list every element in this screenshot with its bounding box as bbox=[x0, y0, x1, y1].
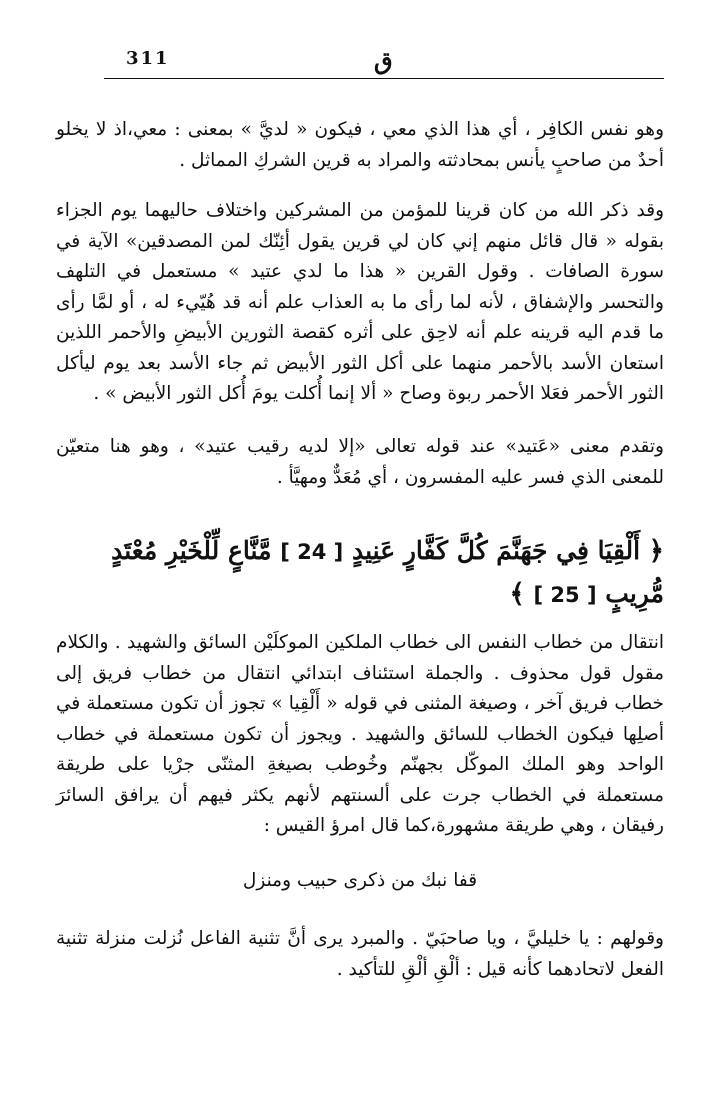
paragraph-text: وقد ذكر الله من كان قرينا للمؤمن من المشركين واختلاف حاليهما يوم الجزاء بقوله « قال قائل منهم إني كان لي قرين يقول أئِنّك لمن المصدقين» الآية في سورة الصافات . وقول القرين « هذا ما لدي عتيد » مستعمل في التلهف والتحسر والإشفاق ، لأنه لما رأى ما به العذاب علم أنه قد هُيّيء له ، أو لمَّا رأى ما قدم اليه قرينه علم أنه لاحِق على أثره كقصة الثورين الأبيضِ والأحمر اللذين استعان الأسد بالأحمر منهما على أكل الثور الأبيض ثم جاء الأسد بعد يوم ليأكل الثور الأحمر فعَلا الأحمر ربوة وصاح « ألا إنما أُكلت يومَ أُكل الثور الأبيض » . bbox=[56, 200, 664, 404]
paragraph-4 bbox=[56, 628, 664, 842]
page-header bbox=[104, 40, 664, 78]
verse-number-25: [ 25 ] bbox=[533, 583, 597, 607]
verse-number-24: [ 24 ] bbox=[280, 540, 344, 564]
page-number: 311 bbox=[126, 48, 170, 69]
paragraph-text: وهو نفس الكافِر ، أي هذا الذي معي ، فيكون « لديَّ » بمعنى : معي،اذ لا يخلو أحدٌ من صاحبٍ يأنس بمحادثته والمراد به قرين الشركِ المماثل . bbox=[56, 119, 664, 171]
verse-text-25: مَّنَّاعٍ لِّلْخَيْرِ مُعْتَدٍ مُّرِيبٍ bbox=[111, 536, 664, 608]
verse-open-bracket: ﴿ bbox=[648, 536, 664, 566]
paragraph-text: وقولهم : يا خليليَّ ، ويا صاحبَيّ . والمبرد يرى أنَّ تثنية الفاعل نُزلت منزلة تثنية الفعل لاتحادهما كأنه قيل : ألْقِ ألْقِ للتأكيد . bbox=[56, 928, 664, 980]
verse-close-bracket: ﴾ bbox=[509, 579, 525, 609]
poem-line: قفا نبك من ذكرى حبيب ومنزل bbox=[242, 870, 478, 891]
paragraph-text: انتقال من خطاب النفس الى خطاب الملكين الموكلَيْن السائق والشهيد . والكلام مقول قول محذوف . والجملة استئناف ابتدائي انتقال من خطاب فريق إلى خطاب فريق آخر ، وصيغة المثنى في قوله « أَلْقِيا » تجوز أن تكون مستعملة في أصلِها فيكون الخطاب للسائق والشهيد . ويجوز أن تكون مستعملة في خطاب الواحد وهو الملك الموكّل بجهنّم وخُوطب بصيغةِ المثنّى جرْيا على طريقة مستعملة في الخطاب جرت على ألسنتهم لأنهم يكثر فيهم أن يرافق السائرَ رفيقان ، وهي طريقة مشهورة،كما قال امرؤ القيس : bbox=[56, 632, 664, 836]
paragraph-5 bbox=[56, 924, 664, 985]
paragraph-text: وتقدم معنى «عَتيد» عند قوله تعالى «إلا لديه رقيب عتيد» ، وهو هنا متعيّن للمعنى الذي فسر عليه المفسرون ، أي مُعَدٌّ ومهيَّأ . bbox=[56, 436, 664, 488]
quran-verse bbox=[56, 530, 664, 616]
paragraph-3 bbox=[56, 432, 664, 493]
surah-name: ق bbox=[374, 46, 393, 75]
header-divider bbox=[104, 78, 664, 79]
verse-text-24: أَلْقِيَا فِي جَهَنَّمَ كُلَّ كَفَّارٍ عَنِيدٍ bbox=[352, 536, 641, 565]
paragraph-1 bbox=[56, 115, 664, 176]
paragraph-2 bbox=[56, 196, 664, 410]
